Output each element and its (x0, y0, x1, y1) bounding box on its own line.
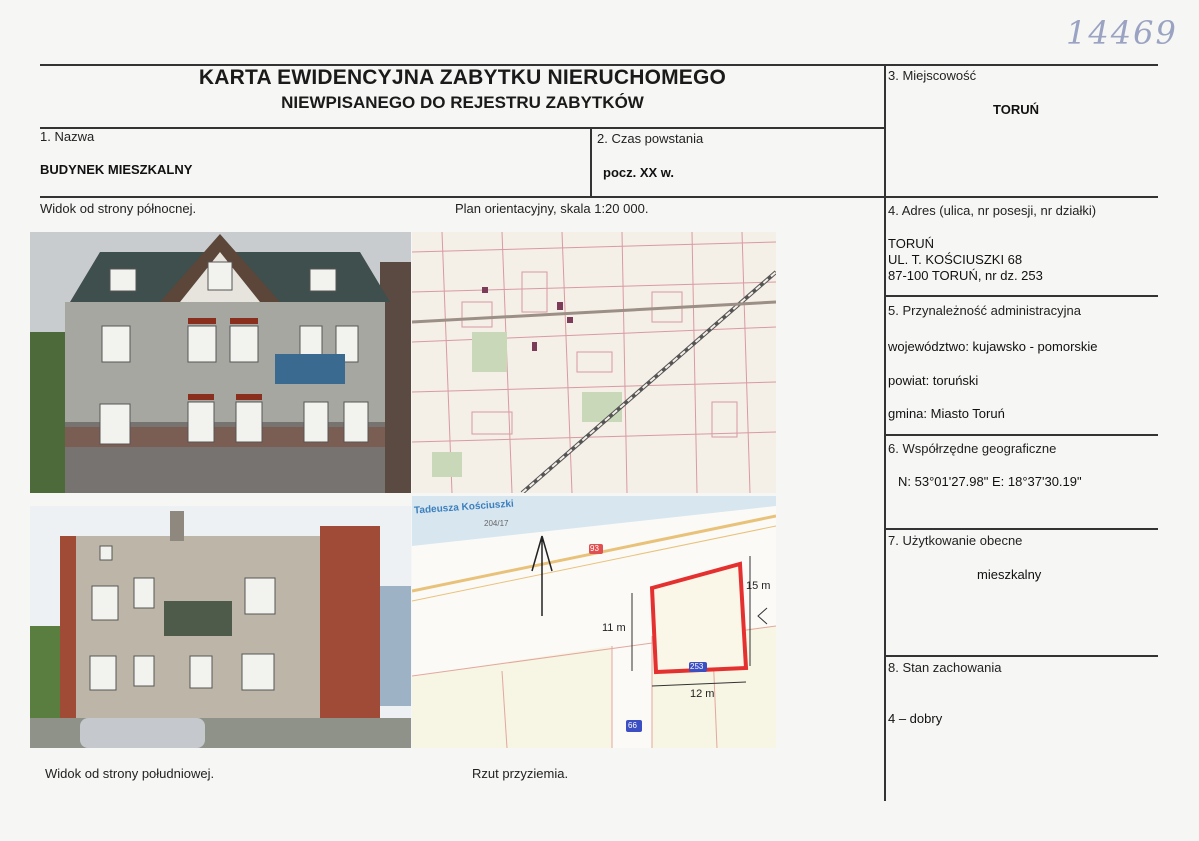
right-column-divider (884, 64, 886, 801)
usage-label: 7. Użytkowanie obecne (888, 533, 1023, 548)
admin-label: 5. Przynależność administracyjna (888, 303, 1081, 318)
card-title: KARTA EWIDENCYJNA ZABYTKU NIERUCHOMEGO (198, 66, 727, 89)
orientation-map (412, 232, 776, 493)
usage-value: mieszkalny (977, 567, 1042, 582)
usage-bottom-rule (885, 655, 1158, 657)
period-value: pocz. XX w. (603, 165, 675, 180)
dimension-left-label: 11 m (602, 622, 626, 634)
card-subtitle: NIEWPISANEGO DO REJESTRU ZABYTKÓW (281, 93, 644, 112)
bottom-number-badge: 66 (628, 721, 637, 730)
inner-number-badge: 253 (690, 662, 704, 671)
top-number-badge: 93 (590, 544, 599, 553)
street-name-label: Tadeusza Kościuszki (413, 498, 515, 517)
south-view-caption: Widok od strony południowej. (45, 766, 215, 781)
condition-value: 4 – dobry (888, 711, 943, 726)
address-line-city: TORUŃ (888, 236, 934, 251)
address-bottom-rule (885, 295, 1158, 297)
address-line-street: UL. T. KOŚCIUSZKI 68 (888, 252, 1023, 267)
address-line-postal: 87-100 TORUŃ, nr dz. 253 (888, 268, 1043, 283)
coords-label: 6. Współrzędne geograficzne (888, 441, 1057, 456)
plan-caption: Plan orientacyjny, skala 1:20 000. (455, 201, 649, 216)
name-value: BUDYNEK MIESZKALNY (40, 162, 193, 177)
title-bottom-rule (40, 127, 885, 129)
commune-value: gmina: Miasto Toruń (888, 406, 1005, 421)
south-facade-photo (30, 506, 411, 748)
name-label: 1. Nazwa (40, 129, 95, 144)
handwritten-archive-number: 14469 (1066, 14, 1178, 52)
locality-value: TORUŃ (993, 102, 1039, 117)
dimension-right-label: 15 m (746, 580, 771, 592)
coords-bottom-rule (885, 528, 1158, 530)
admin-bottom-rule (885, 434, 1158, 436)
name-period-divider (590, 127, 592, 197)
north-view-caption: Widok od strony północnej. (40, 201, 197, 216)
county-value: powiat: toruński (888, 373, 979, 388)
voivodeship-value: województwo: kujawsko - pomorskie (888, 339, 1098, 354)
locality-label: 3. Miejscowość (888, 68, 977, 83)
period-label: 2. Czas powstania (597, 131, 704, 146)
condition-label: 8. Stan zachowania (888, 660, 1002, 675)
ground-plan-caption: Rzut przyziemia. (472, 766, 569, 781)
address-block (888, 236, 1043, 284)
ground-plan-drawing (412, 496, 776, 748)
fields-bottom-rule (40, 196, 1158, 198)
dimension-bottom-label: 12 m (690, 688, 715, 700)
north-facade-photo (30, 232, 411, 493)
coords-value: N: 53°01'27.98" E: 18°37'30.19" (898, 474, 1082, 489)
parcel-number-label: 204/17 (484, 519, 509, 528)
address-label: 4. Adres (ulica, nr posesji, nr działki) (888, 203, 1097, 218)
